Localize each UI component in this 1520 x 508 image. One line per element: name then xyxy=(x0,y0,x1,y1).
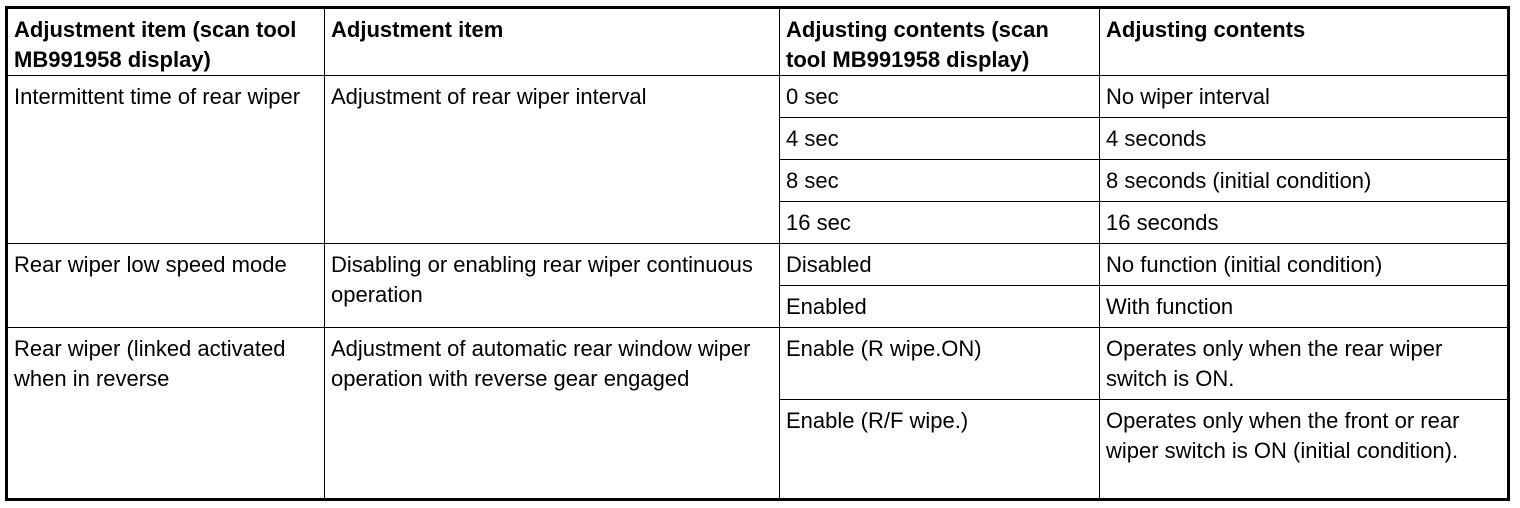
item-cell: Adjustment of automatic rear window wiper operation with reverse gear engaged xyxy=(325,328,780,500)
item-display-cell: Rear wiper low speed mode xyxy=(7,244,325,328)
header-item-display: Adjustment item (scan tool MB991958 display) xyxy=(7,8,325,76)
option-contents-cell: No wiper interval xyxy=(1100,76,1509,118)
option-display-cell: Enabled xyxy=(780,286,1100,328)
header-contents: Adjusting contents xyxy=(1100,8,1509,76)
option-contents-cell: 16 seconds xyxy=(1100,202,1509,244)
option-contents-cell: 8 seconds (initial condition) xyxy=(1100,160,1509,202)
table-row xyxy=(7,76,1509,118)
option-display-cell: 8 sec xyxy=(780,160,1100,202)
option-display-cell: Disabled xyxy=(780,244,1100,286)
option-contents-cell: No function (initial condition) xyxy=(1100,244,1509,286)
item-display-cell: Intermittent time of rear wiper xyxy=(7,76,325,244)
header-row xyxy=(7,8,1509,76)
table-row xyxy=(7,328,1509,400)
option-contents-cell: With function xyxy=(1100,286,1509,328)
option-display-cell: 16 sec xyxy=(780,202,1100,244)
option-display-cell: Enable (R wipe.ON) xyxy=(780,328,1100,400)
adjustment-table xyxy=(5,6,1510,501)
item-display-cell: Rear wiper (linked activated when in reverse xyxy=(7,328,325,500)
header-contents-display: Adjusting contents (scan tool MB991958 display) xyxy=(780,8,1100,76)
option-contents-cell: Operates only when the front or rear wiper switch is ON (initial condition). xyxy=(1100,400,1509,500)
table-row xyxy=(7,244,1509,286)
option-contents-cell: Operates only when the rear wiper switch is ON. xyxy=(1100,328,1509,400)
option-display-cell: Enable (R/F wipe.) xyxy=(780,400,1100,500)
header-item: Adjustment item xyxy=(325,8,780,76)
item-cell: Disabling or enabling rear wiper continuous operation xyxy=(325,244,780,328)
option-display-cell: 4 sec xyxy=(780,118,1100,160)
option-display-cell: 0 sec xyxy=(780,76,1100,118)
option-contents-cell: 4 seconds xyxy=(1100,118,1509,160)
item-cell: Adjustment of rear wiper interval xyxy=(325,76,780,244)
